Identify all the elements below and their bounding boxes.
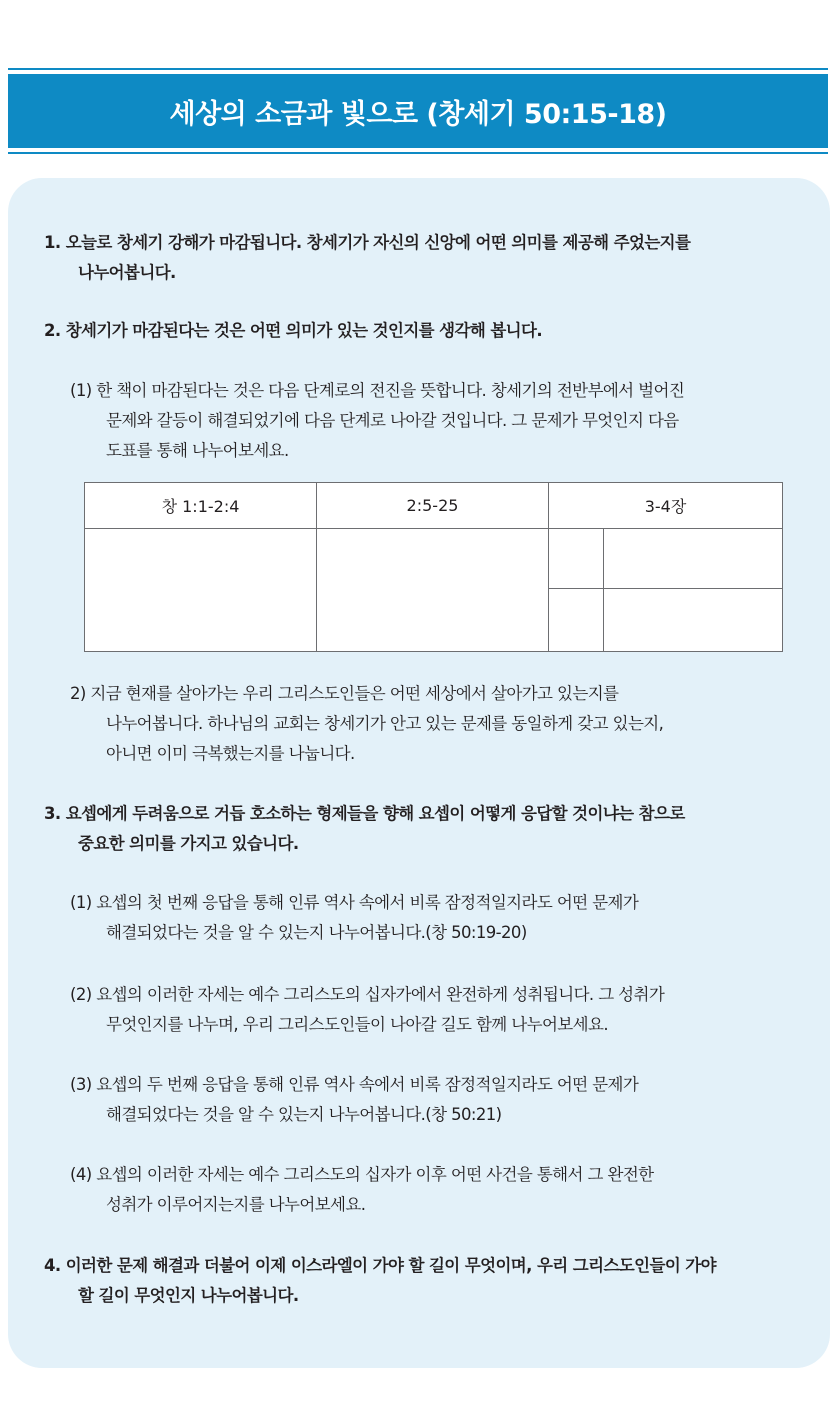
- table-cell-blank[interactable]: [317, 529, 549, 652]
- table-header-row: [85, 483, 783, 529]
- question-3-line-2: 중요한 의미를 가지고 있습니다.: [78, 834, 299, 853]
- question-3-sub-2-line-1: (2) 요셉의 이러한 자세는 예수 그리스도의 십자가에서 완전하게 성취됩니다. 그 성취가: [70, 985, 665, 1004]
- table-header-cell: 창 1:1-2:4: [85, 483, 317, 529]
- question-3-sub-2-line-2: 무엇인지를 나누며, 우리 그리스도인들이 나아갈 길도 함께 나누어보세요.: [106, 1015, 608, 1034]
- question-2-sub-2-line-3: 아니면 이미 극복했는지를 나눕니다.: [106, 744, 355, 763]
- question-3-sub-4-line-2: 성취가 이루어지는지를 나누어보세요.: [106, 1195, 366, 1214]
- question-3-sub-1-line-1: (1) 요셉의 첫 번째 응답을 통해 인류 역사 속에서 비록 잠정적일지라도 어떤 문제가: [70, 893, 639, 912]
- question-3-sub-4-line-1: (4) 요셉의 이러한 자세는 예수 그리스도의 십자가 이후 어떤 사건을 통해서 그 완전한: [70, 1165, 654, 1184]
- page-title: 세상의 소금과 빛으로 (창세기 50:15-18): [169, 98, 667, 130]
- question-4-line-1: 4. 이러한 문제 해결과 더불어 이제 이스라엘이 가야 할 길이 무엇이며, 우리 그리스도인들이 가야: [44, 1256, 716, 1275]
- question-3-sub-3-line-2: 해결되었다는 것을 알 수 있는지 나누어봅니다.(창 50:21): [106, 1105, 502, 1124]
- question-2: [44, 316, 786, 346]
- title-banner: [8, 68, 828, 154]
- table-cell-blank[interactable]: [604, 589, 783, 652]
- question-3: [44, 799, 786, 859]
- question-4: [44, 1251, 786, 1311]
- title-band: [8, 74, 828, 148]
- question-2-sub-2-line-2: 나누어봅니다. 하나님의 교회는 창세기가 안고 있는 문제를 동일하게 갖고 있는지,: [106, 714, 664, 733]
- question-1-line-2: 나누어봅니다.: [78, 263, 176, 282]
- table-row: [85, 529, 783, 589]
- question-2-sub-1-line-1: (1) 한 책이 마감된다는 것은 다음 단계로의 전진을 뜻합니다. 창세기의 전반부에서 벌어진: [70, 381, 685, 400]
- question-3-sub-2: [70, 980, 786, 1040]
- question-3-sub-4: [70, 1160, 786, 1220]
- table-cell-blank[interactable]: [549, 589, 604, 652]
- question-3-sub-1: [70, 888, 786, 948]
- genesis-chart-table: [84, 482, 783, 652]
- question-1: [44, 228, 786, 288]
- question-3-sub-3: [70, 1070, 786, 1130]
- question-3-line-1: 3. 요셉에게 두려움으로 거듭 호소하는 형제들을 향해 요셉이 어떻게 응답할 것이냐는 참으로: [44, 804, 685, 823]
- table-header-cell: 3-4장: [549, 483, 783, 529]
- question-2-sub-2: [70, 679, 786, 769]
- table-header-cell: 2:5-25: [317, 483, 549, 529]
- question-4-line-2: 할 길이 무엇인지 나누어봅니다.: [78, 1286, 299, 1305]
- question-1-line-1: 1. 오늘로 창세기 강해가 마감됩니다. 창세기가 자신의 신앙에 어떤 의미를 제공해 주었는지를: [44, 233, 691, 252]
- table-cell-blank[interactable]: [549, 529, 604, 589]
- question-2-sub-1: [70, 376, 786, 466]
- table-cell-blank[interactable]: [85, 529, 317, 652]
- question-2-sub-1-line-2: 문제와 갈등이 해결되었기에 다음 단계로 나아갈 것입니다. 그 문제가 무엇인지 다음: [106, 411, 679, 430]
- question-2-line-1: 2. 창세기가 마감된다는 것은 어떤 의미가 있는 것인지를 생각해 봅니다.: [44, 321, 543, 340]
- question-3-sub-3-line-1: (3) 요셉의 두 번째 응답을 통해 인류 역사 속에서 비록 잠정적일지라도 어떤 문제가: [70, 1075, 639, 1094]
- question-3-sub-1-line-2: 해결되었다는 것을 알 수 있는지 나누어봅니다.(창 50:19-20): [106, 923, 527, 942]
- table-cell-blank[interactable]: [604, 529, 783, 589]
- question-2-sub-2-line-1: 2) 지금 현재를 살아가는 우리 그리스도인들은 어떤 세상에서 살아가고 있는지를: [70, 684, 619, 703]
- question-2-sub-1-line-3: 도표를 통해 나누어보세요.: [106, 441, 289, 460]
